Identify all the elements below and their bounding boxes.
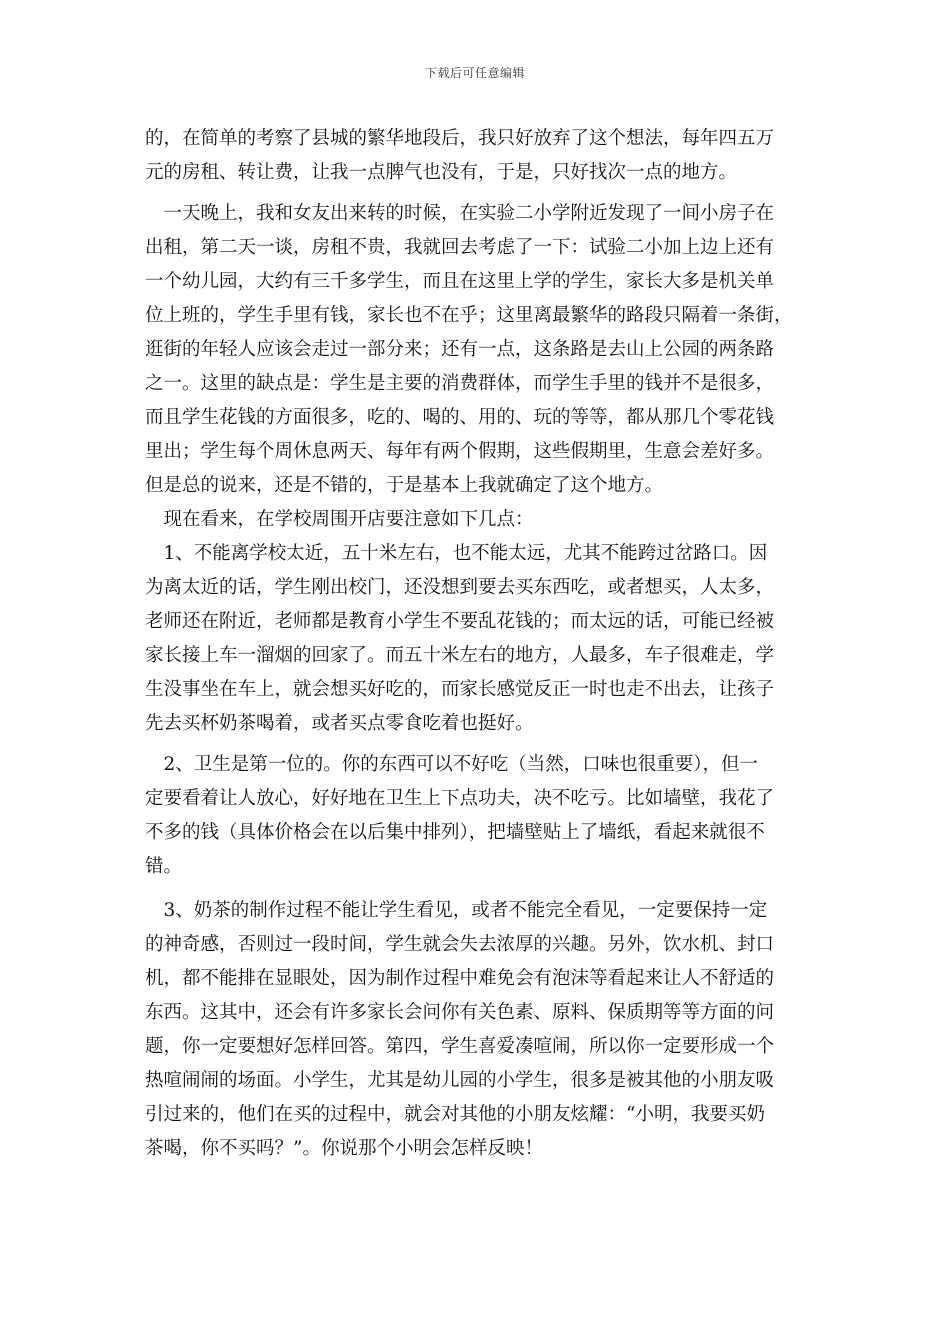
text-line: 出租，第二天一谈，房租不贵，我就回去考虑了一下：试验二小加上边上还有 [145, 237, 775, 258]
text-line: 热喧闹闹的场面。小学生，尤其是幼儿园的小学生，很多是被其他的小朋友吸 [145, 1070, 775, 1091]
text-line: 先去买杯奶茶喝着，或者买点零食吃着也挺好。 [145, 713, 534, 734]
text-line: 元的房租、转让费，让我一点脾气也没有，于是，只好找次一点的地方。 [145, 162, 738, 183]
text-line: 家长接上车一溜烟的回家了。而五十米左右的地方，人最多，车子很难走，学 [145, 645, 775, 666]
text-line: 而且学生花钱的方面很多，吃的、喝的、用的、玩的等等，都从那几个零花钱 [145, 407, 775, 428]
text-line: 生没事坐在车上，就会想买好吃的，而家长感觉反正一时也走不出去，让孩子 [145, 679, 775, 700]
text-line: 不多的钱（具体价格会在以后集中排列），把墙壁贴上了墙纸，看起来就很不 [145, 822, 765, 843]
text-line: 东西。这其中，还会有许多家长会问你有关色素、原料、保质期等等方面的问 [145, 1002, 775, 1023]
text-line: 机，都不能排在显眼处，因为制作过程中难免会有泡沫等看起来让人不舒适的 [145, 968, 775, 989]
text-line: 2、卫生是第一位的。你的东西可以不好吃（当然，口味也很重要），但一 [145, 754, 759, 775]
text-line: 定要看着让人放心，好好地在卫生上下点功夫，决不吃亏。比如墙壁，我花了 [145, 788, 775, 809]
page-header: 下载后可任意编辑 [424, 66, 525, 80]
text-line: 老师还在附近，老师都是教育小学生不要乱花钱的；而太远的话，可能已经被 [145, 611, 775, 632]
text-line: 的，在简单的考察了县城的繁华地段后，我只好放弃了这个想法，每年四五万 [145, 128, 775, 149]
text-line: 错。 [145, 856, 183, 877]
text-line: 逛街的年轻人应该会走过一部分来；还有一点，这条路是去山上公园的两条路 [145, 339, 775, 360]
text-line: 为离太近的话，学生刚出校门，还没想到要去买东西吃，或者想买，人太多， [145, 577, 775, 598]
text-line: 之一。这里的缺点是：学生是主要的消费群体，而学生手里的钱并不是很多， [145, 373, 775, 394]
text-line: 现在看来，在学校周围开店要注意如下几点： [145, 509, 534, 530]
text-line: 题，你一定要想好怎样回答。第四，学生喜爱凑喧闹，所以你一定要形成一个 [145, 1036, 775, 1057]
text-line: 但是总的说来，还是不错的，于是基本上我就确定了这个地方。 [145, 475, 664, 496]
text-line: 茶喝，你不买吗？”。你说那个小明会怎样反映！ [145, 1138, 543, 1159]
text-line: 一个幼儿园，大约有三千多学生，而且在这里上学的学生，家长大多是机关单 [145, 271, 775, 292]
text-line: 3、奶茶的制作过程不能让学生看见，或者不能完全看见，一定要保持一定 [145, 900, 768, 921]
text-line: 的神奇感，否则过一段时间，学生就会失去浓厚的兴趣。另外，饮水机、封口 [145, 934, 775, 955]
text-line: 一天晚上，我和女友出来转的时候，在实验二小学附近发现了一间小房子在 [145, 203, 775, 224]
text-line: 1、不能离学校太近，五十米左右，也不能太远，尤其不能跨过岔路口。因 [145, 543, 768, 564]
text-line: 里出；学生每个周休息两天、每年有两个假期，这些假期里，生意会差好多。 [145, 441, 775, 462]
text-line: 引过来的，他们在买的过程中，就会对其他的小朋友炫耀：“小明，我要买奶 [145, 1104, 765, 1125]
text-line: 位上班的，学生手里有钱，家长也不在乎；这里离最繁华的路段只隔着一条街， [145, 305, 793, 326]
